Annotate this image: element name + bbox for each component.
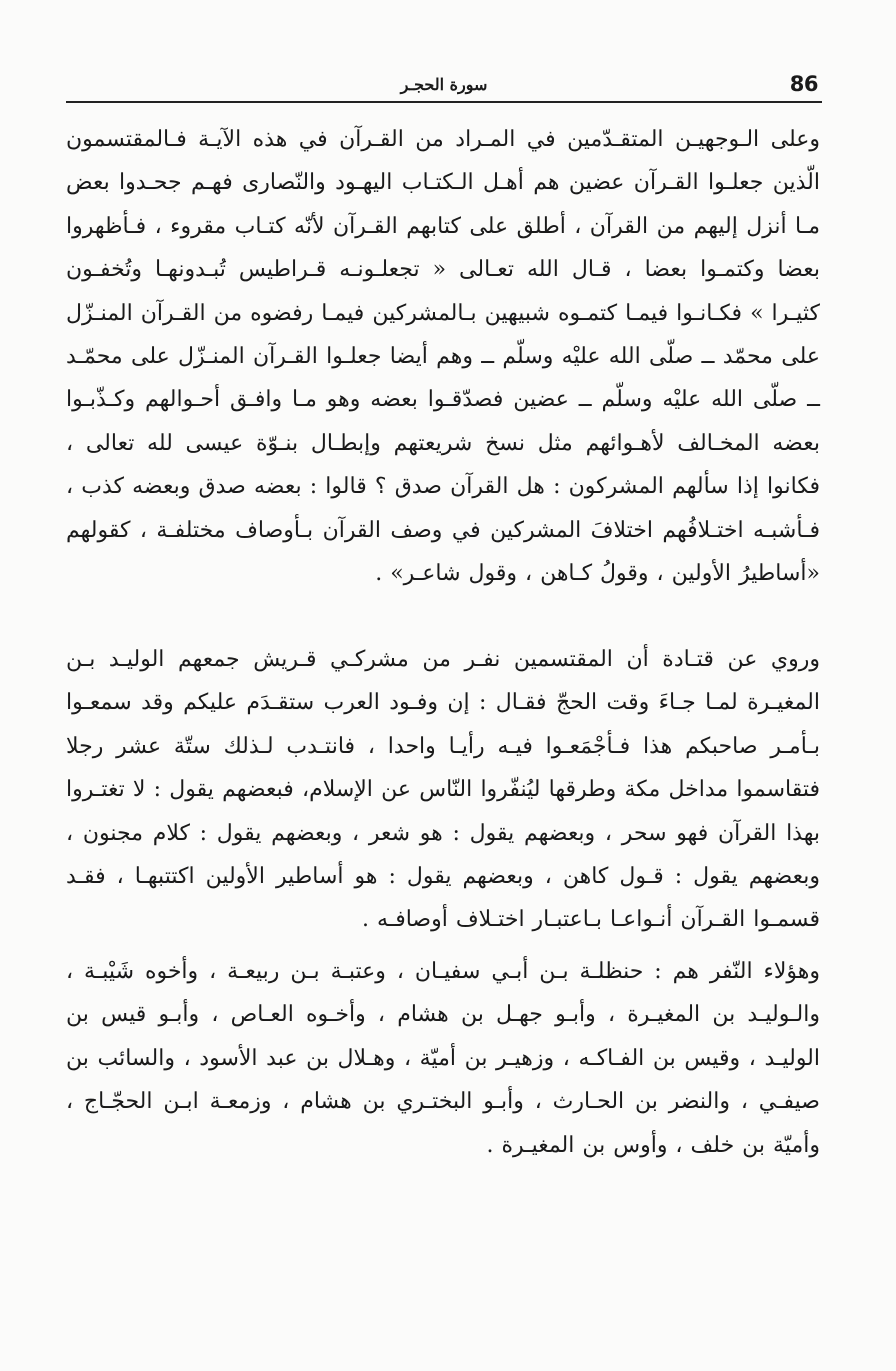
- page-header: [66, 66, 822, 100]
- paragraph-2: وروي عن قتـادة أن المقتسمين نفـر من مشركـي قـريش جمعهم الوليـد بـن المغيـرة لمـا جـاءَ وقت الحجّ فقـال : إن وفـود العرب ستقـدَم عليكم وقد سمعـوا بـأمـر صاحبكم هذا فـأجْمَعـوا فيـه رأيـا واحدا ، فانتـدب لـذلك ستّة عشر رجلا فتقاسموا مداخل مكة وطرقها ليُنفّروا النّاس عن الإسلام، فبعضهم يقول : لا تغتـروا بهذا القرآن فهو سحر ، وبعضهم يقول : هو شعر ، وبعضهم يقول : كلام مجنون ، وبعضهم يقول : قـول كاهن ، وبعضهم يقول : هو أساطير الأولين اكتتبهـا ، فقـد قسمـوا القـرآن أنـواعـا بـاعتبـار اختـلاف أوصافـه .: [66, 647, 820, 933]
- paragraph-1: وعلى الـوجهيـن المتقـدّمين في المـراد من القـرآن في هذه الآيـة فـالمقتسمون الّذين جعلـوا القـرآن عضين هم أهـل الـكتـاب اليهـود والنّصارى فهـم جحـدوا بعض مـا أنزل إليهم من القرآن ، أطلق على كتابهم القـرآن لأنّه كتـاب مقروء ، فـأظهروا بعضا وكتمـوا بعضا ، قـال الله تعـالى « تجعلـونـه قـراطيس تُبـدونهـا وتُخفـون كثيـرا » فكـانـوا فيمـا كتمـوه شبيهين بـالمشركين فيمـا رفضوه من القـرآن المنـزّل على محمّد ــ صلّى الله عليْه وسلّم ــ وهم أيضا جعلـوا القـرآن المنـزّل على محمّـد ــ صلّى الله عليْه وسلّم ــ عضين فصدّقـوا بعضه وهو مـا وافـق أحـوالهم وكـذّبـوا بعضه المخـالف لأهـوائهم مثل نسخ شريعتهم وإبطـال بنـوّة عيسى لله تعالى ، فكانوا إذا سألهم المشركون : هل القرآن صدق ؟ قالوا : بعضه صدق وبعضه كذب ، فـأشبـه اختـلافُهم اختلافَ المشركين في وصف القرآن بـأوصاف مختلفـة ، كقولهم «أساطيرُ الأولين ، وقولُ كـاهن ، وقول شاعـر» .: [66, 127, 820, 587]
- body-text: [66, 118, 820, 1167]
- running-title: سورة الحجـر: [400, 75, 488, 94]
- page-number: 86: [789, 72, 818, 96]
- header-rule: [66, 101, 822, 103]
- paragraph-3: وهؤلاء النّفر هم : حنظلـة بـن أبـي سفيـان ، وعتبـة بـن ربيعـة ، وأخوه شَيْبـة ، والـوليـد بن المغيـرة ، وأبـو جهـل بن هشام ، وأخـوه العـاص ، وأبـو قيس بن الوليـد ، وقيس بن الفـاكـه ، وزهيـر بن أميّة ، وهـلال بن عبد الأسود ، والسائب بن صيفـي ، والنضر بن الحـارث ، وأبـو البختـري بن هشام ، وزمعـة ابـن الحجّـاج ، وأميّة بن خلف ، وأوس بن المغيـرة .: [66, 959, 820, 1158]
